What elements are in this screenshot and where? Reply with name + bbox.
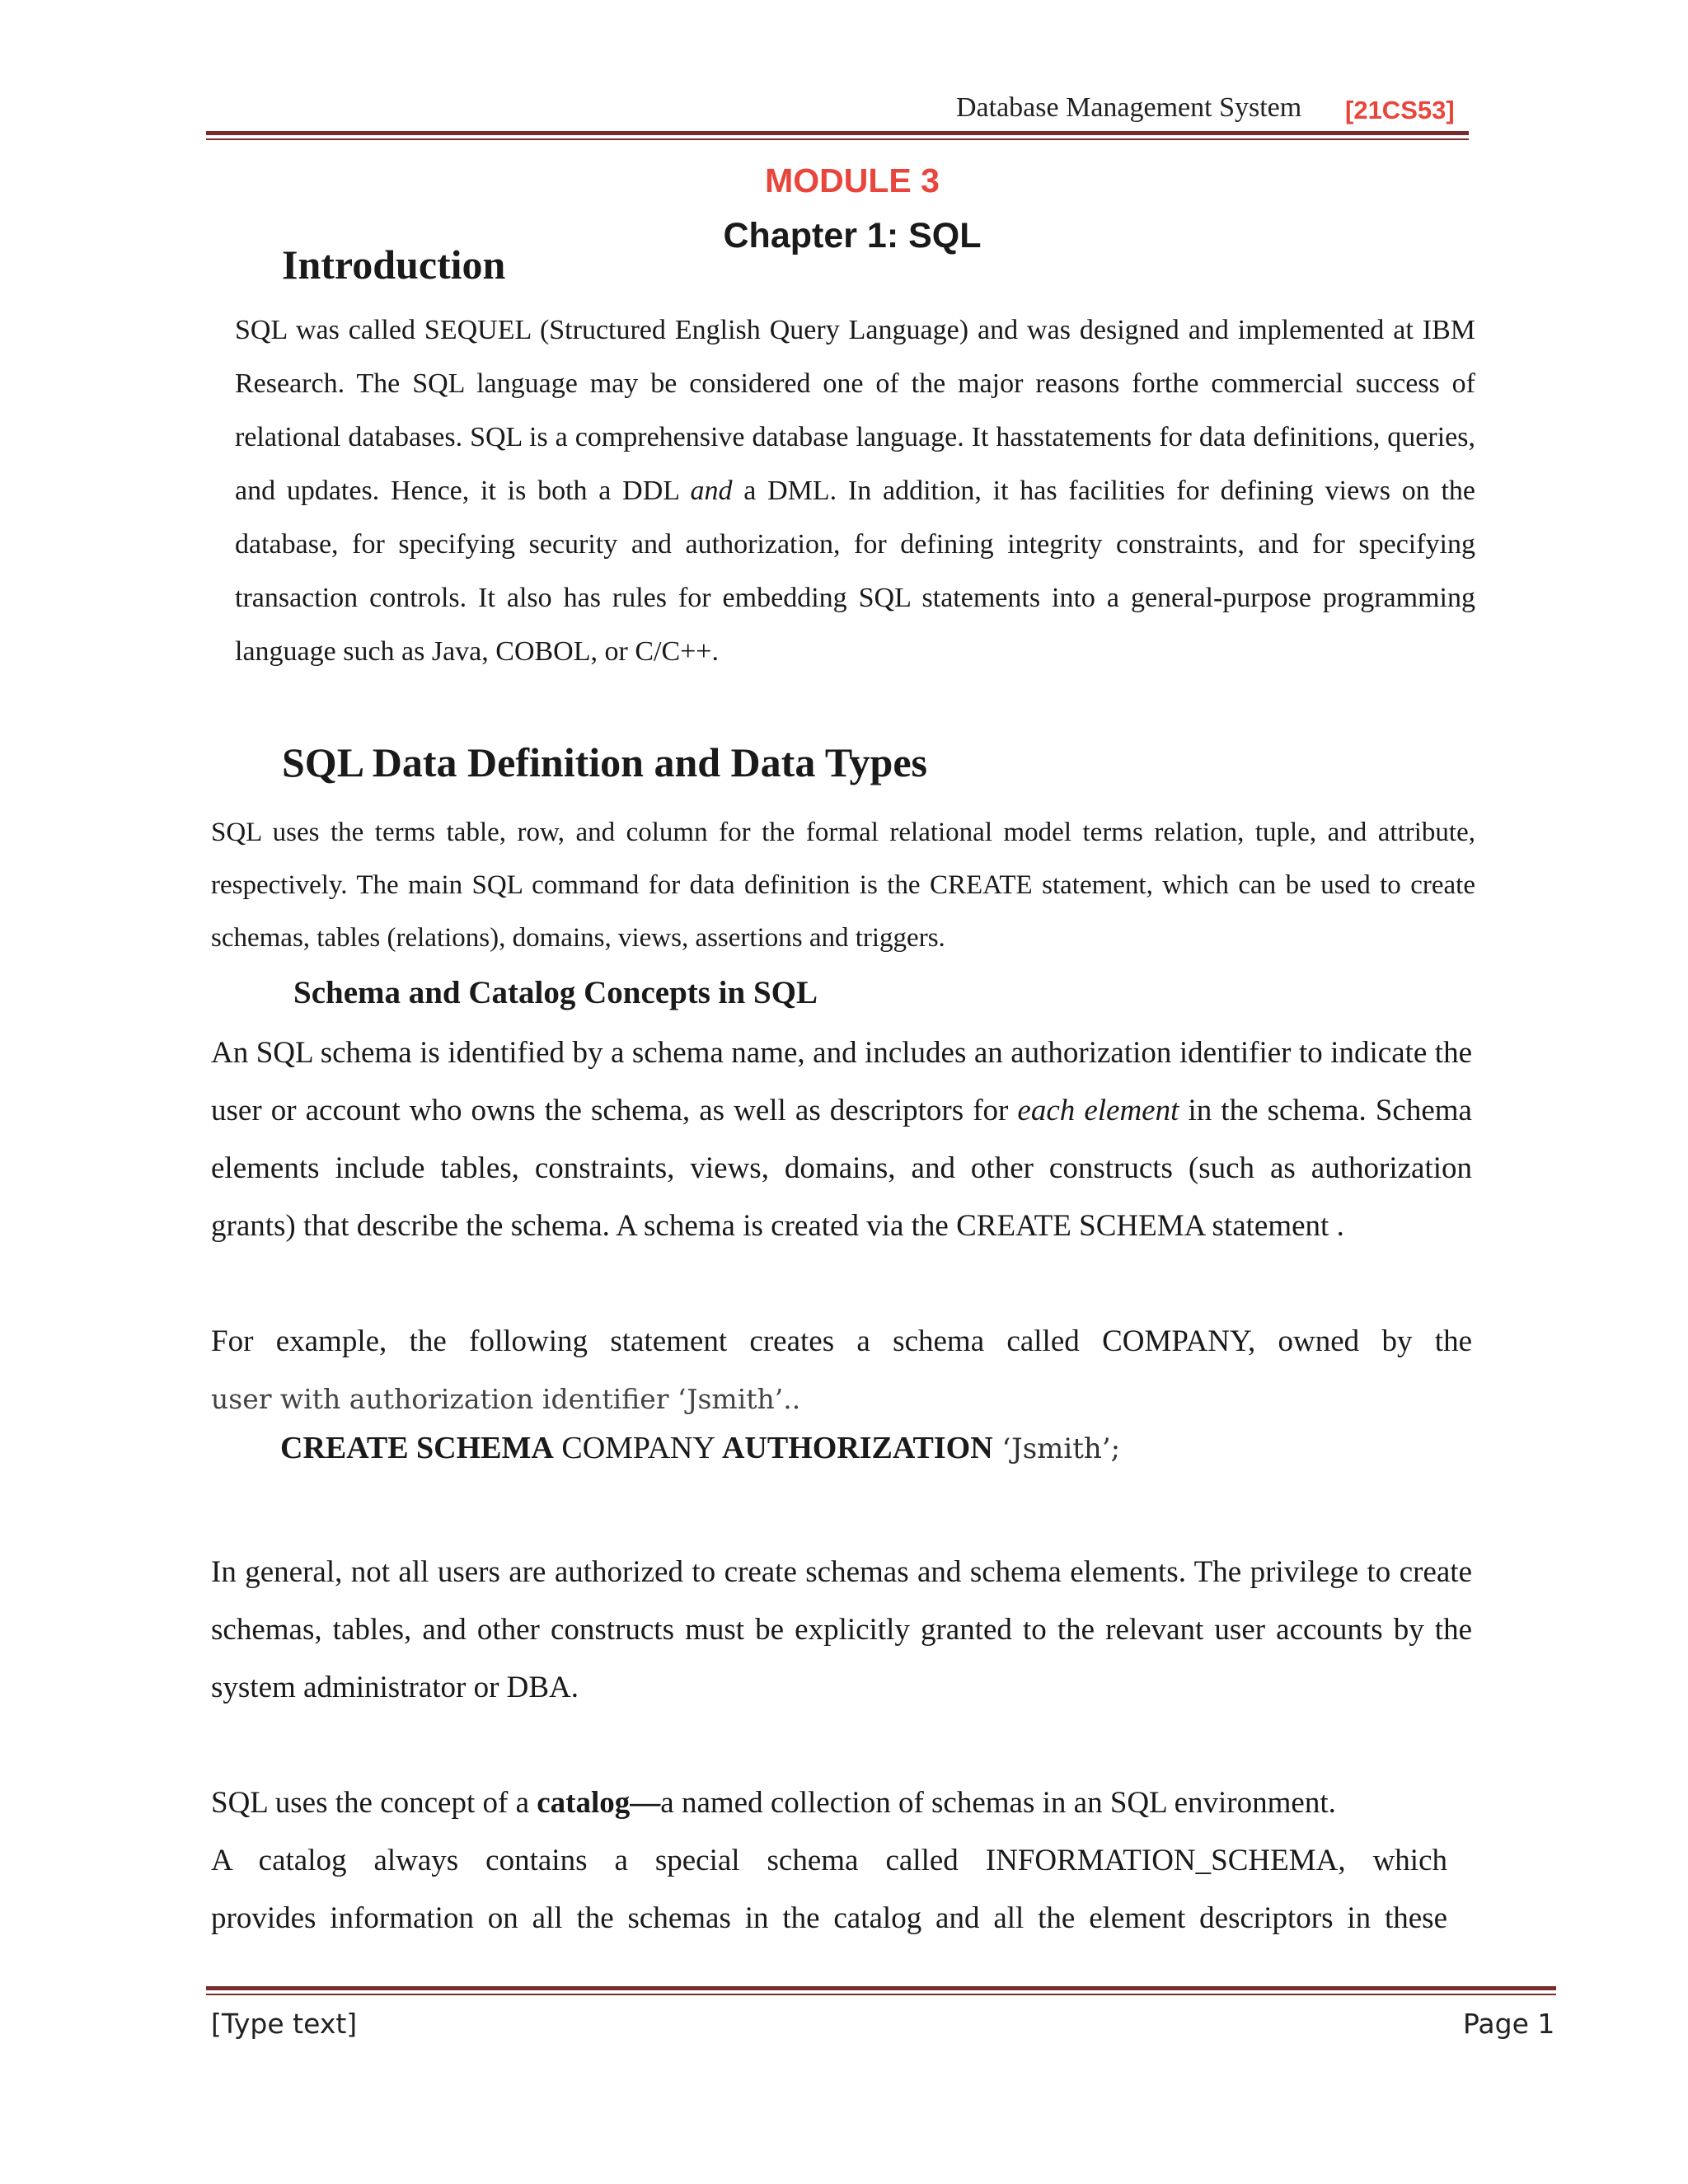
- create-schema-statement: CREATE SCHEMA COMPANY AUTHORIZATION ‘Jsmith’;: [280, 1431, 1121, 1465]
- catalog-line-1: SQL uses the concept of a catalog—a named collection of schemas in an SQL environment.: [211, 1786, 1336, 1820]
- footer-left-text: [Type text]: [211, 2008, 358, 2040]
- header-rule: [206, 131, 1469, 135]
- example-paragraph: For example, the following statement creates a schema called COMPANY, owned by the: [211, 1324, 1472, 1358]
- schema-catalog-heading: Schema and Catalog Concepts in SQL: [293, 975, 818, 1010]
- page-number: Page 1: [1463, 2008, 1555, 2040]
- intro-paragraph: SQL was called SEQUEL (Structured English Query Language) and was designed and implemented at IBM Research. The SQL language may be considered one of the major reasons forthe commercial success of relational databases. SQL is a comprehensive database language. It hasstatements for data definitions, queries, and updates. Hence, it is both a DDL and a DML. In addition, it has facilities for defining views on the database, for specifying security and authorization, for defining integrity constraints, and for specifying transaction controls. It also has rules for embedding SQL statements into a general-purpose programming language such as Java, COBOL, or C/C++.: [235, 315, 1476, 667]
- header-rule-thin: [206, 138, 1469, 140]
- catalog-term: catalog—: [537, 1786, 661, 1820]
- running-header-title: Database Management System: [956, 92, 1302, 123]
- chapter-title: Chapter 1: SQL: [723, 216, 982, 255]
- data-definition-heading: SQL Data Definition and Data Types: [282, 739, 928, 785]
- catalog-paragraph: [211, 1774, 1447, 1947]
- catalog-line-2: A catalog always contains a special schema called INFORMATION_SCHEMA, which: [211, 1844, 1447, 1877]
- schema-paragraph: An SQL schema is identified by a schema name, and includes an authorization identifier to indicate the user or account who owns the schema, as well as descriptors for each element in the schema. Schema elements include tables, constraints, views, domains, and other constructs (such as authorization grants) that describe the schema. A schema is created via the CREATE SCHEMA statement .: [211, 1036, 1472, 1243]
- intro-heading: Introduction: [282, 241, 506, 288]
- privilege-paragraph: In general, not all users are authorized to create schemas and schema elements. The privilege to create schemas, tables, and other constructs must be explicitly granted to the relevant user accounts by the system administrator or DBA.: [211, 1555, 1472, 1704]
- emphasis-each-element: each element: [1017, 1094, 1179, 1127]
- emphasis-and: and: [690, 476, 733, 506]
- data-definition-paragraph: SQL uses the terms table, row, and column for the formal relational model terms relation, tuple, and attribute, respectively. The main SQL command for data definition is the CREATE statement, which can be used to create schemas, tables (relations), domains, views, assertions and triggers.: [211, 818, 1475, 953]
- footer-rule-thin: [206, 1994, 1556, 1995]
- module-title: MODULE 3: [765, 162, 940, 199]
- course-code: [21CS53]: [1345, 96, 1455, 124]
- example-user-line: user with authorization identifier ‘Jsmith’..: [211, 1383, 801, 1415]
- footer-rule: [206, 1986, 1556, 1990]
- catalog-line-3: provides information on all the schemas in the catalog and all the element descriptors in these: [211, 1901, 1447, 1935]
